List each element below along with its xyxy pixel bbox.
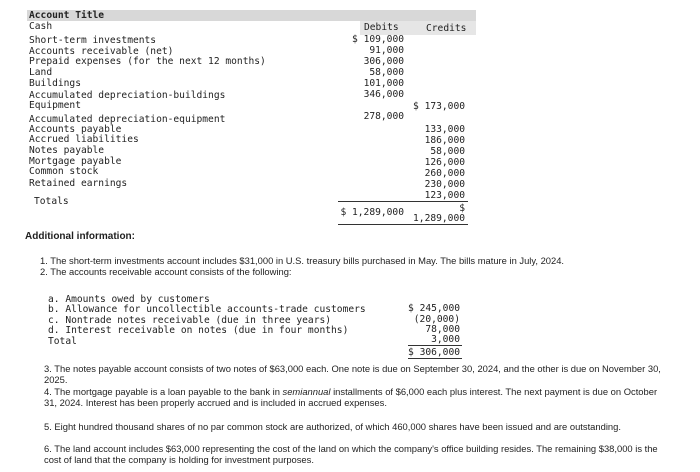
account-label: Equipment [29,100,81,111]
additional-info-heading: Additional information: [25,231,135,242]
totals-label: Totals [34,196,69,207]
total-debit: $ 1,289,000 [340,207,404,218]
credit-value: 260,000 [424,168,465,179]
account-label: Accounts payable [29,124,122,135]
info-item-3: 3. The notes payable account consists of two notes of $63,000 each. One note is due on September 30, 2024, and the other is due on November 30, 2025. [44,363,661,385]
debit-value: 346,000 [363,89,404,100]
info-item-4-text-cont: installments of $6,000 each plus interest. The next payment is due on October 31, 2024. Interest has been properly accrued and is included in accrued expenses. [44,386,658,408]
receivables-total-label: Total [48,336,77,347]
totals-double-rule [338,224,468,225]
credit-value: 58,000 [430,146,465,157]
receivable-label: b. Allowance for uncollectible accounts-trade customers [48,304,366,315]
total-credit: 1,289,000 [413,213,465,224]
account-label: Accumulated depreciation-buildings [29,90,226,101]
debit-value: 306,000 [363,56,404,67]
account-label: Short-term investments [29,35,157,46]
info-item-5: 5. Eight hundred thousand shares of no par common stock are authorized, of which 460,000 shares have been issued and are outstanding. [44,421,621,432]
credit-value: 126,000 [424,157,465,168]
info-item-2: 2. The accounts receivable account consists of the following: [40,266,292,277]
receivable-label: c. Nontrade notes receivable (due in three years) [48,315,332,326]
receivable-label: d. Interest receivable on notes (due in four months) [48,325,349,336]
receivable-value: (20,000) [413,314,460,325]
credit-value: 230,000 [424,179,465,190]
debit-value: 58,000 [369,67,404,78]
debit-value: 101,000 [363,78,404,89]
account-label: Buildings [29,78,81,89]
info-item-6: 6. The land account includes $63,000 representing the cost of the land on which the company's office building resides. The remaining $38,000 is the cost of land that the company is holding for investment purposes. [44,443,658,465]
receivable-value: $ 245,000 [408,303,460,314]
receivables-rule [408,345,462,346]
receivable-label: a. Amounts owed by customers [48,294,210,305]
credit-value: $ 173,000 [413,101,465,112]
account-label: Accumulated depreciation-equipment [29,114,226,125]
debit-value: 278,000 [363,111,404,122]
account-label: Accounts receivable (net) [29,46,174,57]
credit-value: 123,000 [424,190,465,201]
credit-value: 186,000 [424,135,465,146]
account-label: Prepaid expenses (for the next 12 months) [29,56,266,67]
account-label: Mortgage payable [29,156,122,167]
receivables-total: $ 306,000 [408,347,460,358]
account-label: Common stock [29,166,99,177]
total-credit-symbol: $ [459,203,465,214]
info-item-4 [44,387,666,408]
account-label: Retained earnings [29,178,128,189]
info-item-1: 1. The short-term investments account includes $31,000 in U.S. treasury bills purchased in May. The bills mature in July, 2024. [40,255,565,266]
info-item-4-emphasis: semiannual [282,386,331,397]
account-label: Notes payable [29,145,105,156]
debit-value: $ 109,000 [352,34,404,45]
receivable-value: 3,000 [431,334,460,345]
account-label: Cash [29,21,53,32]
account-label: Land [29,67,53,78]
info-item-4-text: 4. The mortgage payable is a loan payable to the bank in [44,386,283,397]
debits-header: Debits [364,22,399,33]
credit-value: 133,000 [424,124,465,135]
debit-value: 91,000 [369,45,404,56]
receivable-value: 78,000 [425,324,460,335]
account-title-header: Account Title [29,10,105,21]
receivables-double-rule [408,358,462,359]
totals-rule [338,201,468,202]
account-label: Accrued liabilities [29,134,139,145]
credits-header: Credits [426,23,467,34]
